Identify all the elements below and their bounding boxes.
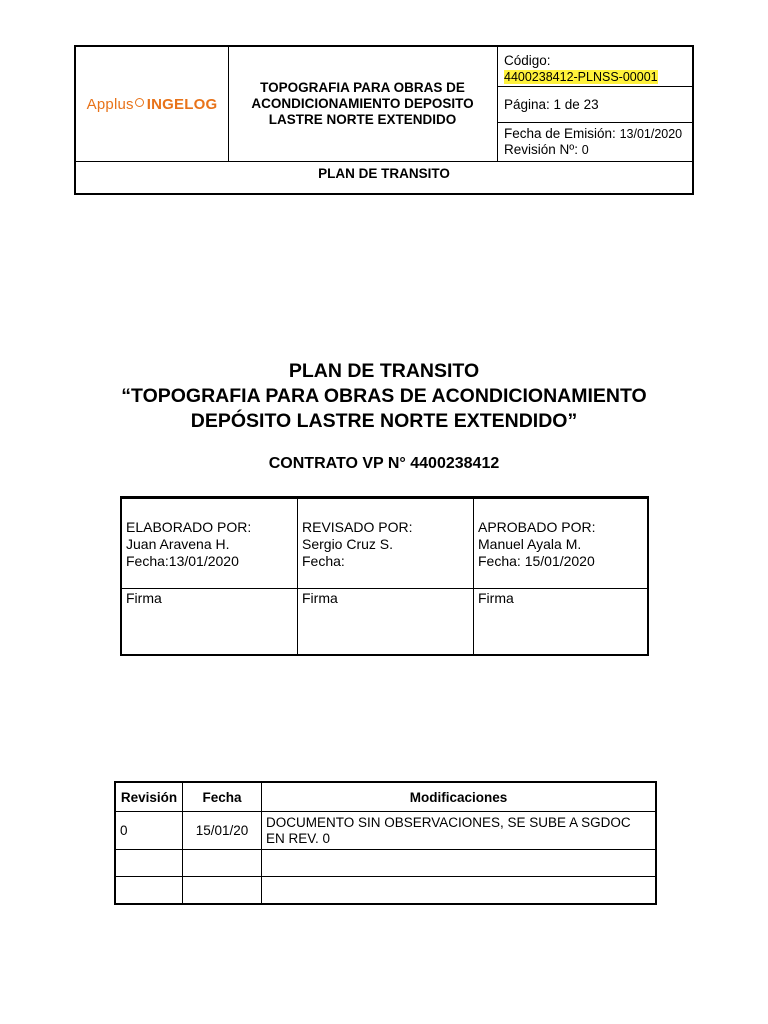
signature-date: Fecha:13/01/2020 (126, 553, 239, 569)
table-cell (115, 877, 183, 905)
signature-name: Juan Aravena H. (126, 536, 230, 552)
signature-column-elaborado (122, 499, 298, 654)
fecha-value: 13/01/2020 (619, 127, 683, 141)
column-header-modificaciones: Modificaciones (262, 782, 657, 812)
signature-date: Fecha: 15/01/2020 (478, 553, 595, 569)
table-cell (115, 850, 183, 877)
table-cell (183, 877, 262, 905)
signature-firma: Firma (126, 590, 162, 606)
main-title (0, 359, 768, 434)
signature-role: REVISADO POR: (302, 519, 413, 535)
pagina-text: Página: 1 de 23 (504, 96, 599, 112)
signature-firma: Firma (302, 590, 338, 606)
signature-firma: Firma (478, 590, 514, 606)
logo-ingelog-text: INGELOG (146, 95, 218, 113)
table-row (115, 877, 656, 905)
column-header-revision: Revisión (115, 782, 183, 812)
revision-table (114, 781, 657, 905)
pagina-cell (498, 87, 694, 123)
fecha-label: Fecha de Emisión: (504, 126, 616, 141)
revision-value: 0 (581, 143, 589, 157)
logo-applus-text: Applus (86, 95, 134, 113)
table-cell (262, 877, 657, 905)
signature-column-aprobado (474, 499, 647, 654)
column-header-fecha: Fecha (183, 782, 262, 812)
codigo-label: Código: (504, 53, 551, 68)
header-plan-title: PLAN DE TRANSITO (76, 161, 692, 193)
table-cell (262, 850, 657, 877)
main-title-line3: DEPÓSITO LASTRE NORTE EXTENDIDO” (190, 410, 578, 432)
table-cell: 15/01/20 (183, 812, 262, 850)
header-meta (498, 47, 694, 161)
table-row (115, 850, 656, 877)
codigo-value: 4400238412-PLNSS-00001 (504, 70, 658, 84)
table-cell (183, 850, 262, 877)
signature-table (120, 496, 649, 656)
signature-role: ELABORADO POR: (126, 519, 252, 535)
table-cell: 0 (115, 812, 183, 850)
table-row (115, 812, 656, 850)
fecha-revision-cell (498, 123, 694, 161)
contract-number: CONTRATO VP N° 4400238412 (268, 455, 500, 472)
signature-date: Fecha: (302, 553, 345, 569)
table-cell: DOCUMENTO SIN OBSERVACIONES, SE SUBE A SGDOC EN REV. 0 (262, 812, 657, 850)
codigo-cell (498, 47, 694, 87)
header-title: TOPOGRAFIA PARA OBRAS DE ACONDICIONAMIENTO DEPOSITO LASTRE NORTE EXTENDIDO (228, 47, 498, 161)
logo-mark-icon (135, 98, 144, 107)
revision-label: Revisión Nº: (504, 142, 578, 157)
signature-name: Sergio Cruz S. (302, 536, 394, 552)
main-title-line2: “TOPOGRAFIA PARA OBRAS DE ACONDICIONAMIENTO (121, 385, 647, 407)
signature-name: Manuel Ayala M. (478, 536, 582, 552)
document-header (74, 45, 694, 195)
signature-role: APROBADO POR: (478, 519, 596, 535)
main-title-line1: PLAN DE TRANSITO (288, 360, 480, 382)
table-header-row (115, 782, 656, 812)
signature-column-revisado (298, 499, 474, 654)
company-logo (76, 47, 229, 161)
